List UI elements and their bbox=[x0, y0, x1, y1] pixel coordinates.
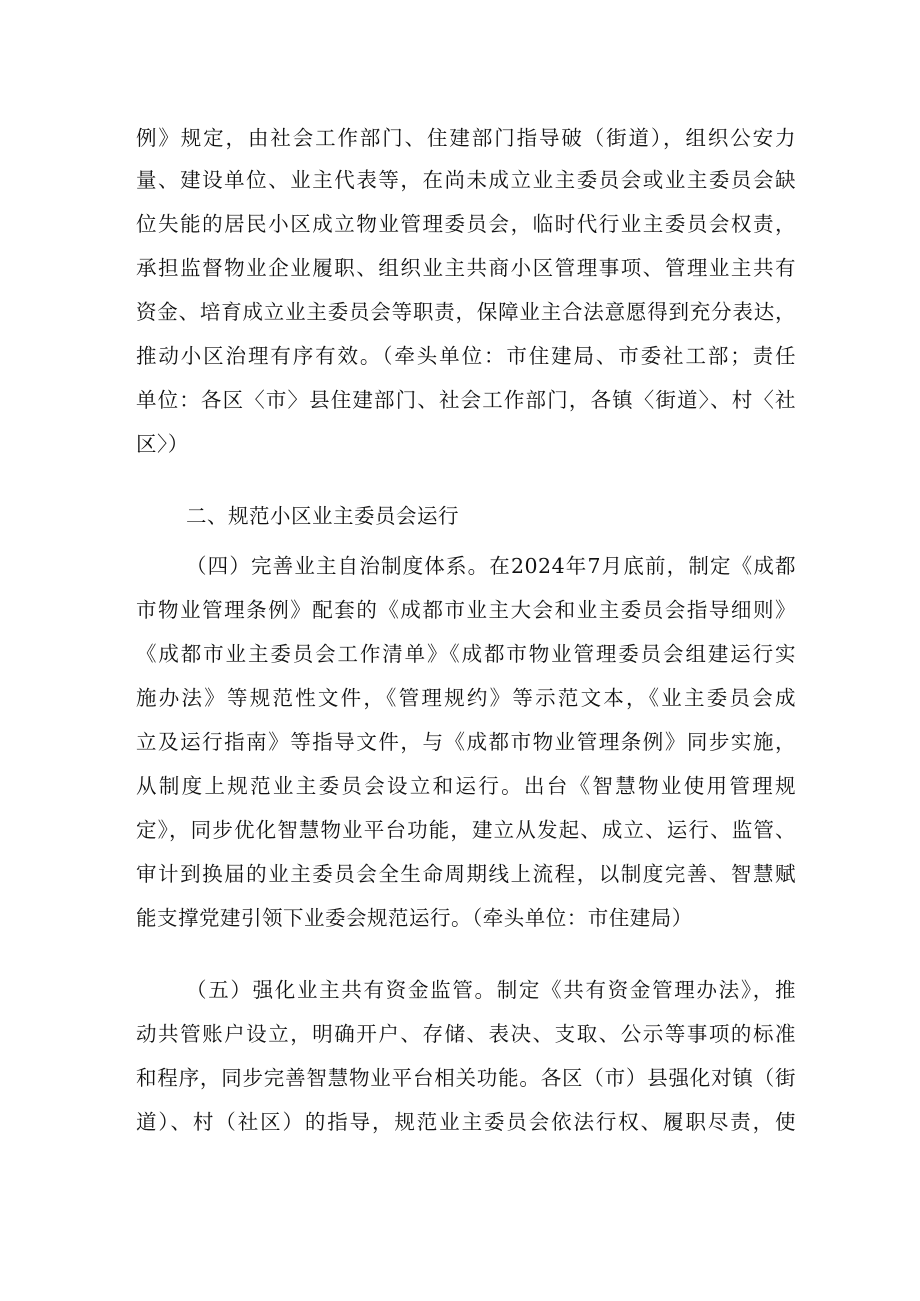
paragraph-line: 《成都市业主委员会工作清单》《成都市物业管理委员会组建运行实 bbox=[136, 642, 796, 666]
paragraph-line: 量、建设单位、业主代表等，在尚未成立业主委员会或业主委员会缺 bbox=[136, 168, 796, 192]
paragraph-line: 推动小区治理有序有效。（牵头单位：市住建局、市委社工部；责任 bbox=[136, 344, 796, 368]
paragraph-line: 区〉） bbox=[136, 432, 189, 456]
paragraph-line: 能支撑党建引领下业委会规范运行。（牵头单位：市住建局） bbox=[136, 906, 693, 930]
paragraph-line: 立及运行指南》等指导文件，与《成都市物业管理条例》同步实施， bbox=[136, 730, 796, 754]
paragraph-line: 单位：各区〈市〉县住建部门、社会工作部门，各镇〈街道〉、村〈社 bbox=[136, 388, 796, 412]
paragraph-line: 承担监督物业企业履职、组织业主共商小区管理事项、管理业主共有 bbox=[136, 256, 796, 280]
paragraph-line: 定》，同步优化智慧物业平台功能，建立从发起、成立、运行、监管、 bbox=[136, 818, 796, 842]
paragraph-line: 市物业管理条例》配套的《成都市业主大会和业主委员会指导细则》 bbox=[136, 598, 796, 622]
paragraph-line: （五）强化业主共有资金监管。制定《共有资金管理办法》，推 bbox=[186, 978, 796, 1002]
paragraph-line: 道）、村（社区）的指导，规范业主委员会依法行权、履职尽责，使 bbox=[136, 1110, 796, 1134]
paragraph-line: 动共管账户设立，明确开户、存储、表决、支取、公示等事项的标准 bbox=[136, 1022, 796, 1046]
paragraph-line: 位失能的居民小区成立物业管理委员会，临时代行业主委员会权责， bbox=[136, 212, 796, 236]
paragraph-line: 审计到换届的业主委员会全生命周期线上流程，以制度完善、智慧赋 bbox=[136, 862, 796, 886]
paragraph-line: （四）完善业主自治制度体系。在2024年7月底前，制定《成都 bbox=[186, 554, 796, 578]
section-heading: 二、规范小区业主委员会运行 bbox=[186, 504, 459, 528]
paragraph-line: 例》规定，由社会工作部门、住建部门指导破（街道），组织公安力 bbox=[136, 126, 796, 150]
paragraph-line: 施办法》等规范性文件，《管理规约》等示范文本，《业主委员会成 bbox=[136, 686, 796, 710]
paragraph-line: 和程序，同步完善智慧物业平台相关功能。各区（市）县强化对镇（街 bbox=[136, 1066, 796, 1090]
paragraph-line: 资金、培育成立业主委员会等职责，保障业主合法意愿得到充分表达， bbox=[136, 300, 796, 324]
paragraph-line: 从制度上规范业主委员会设立和运行。出台《智慧物业使用管理规 bbox=[136, 774, 796, 798]
